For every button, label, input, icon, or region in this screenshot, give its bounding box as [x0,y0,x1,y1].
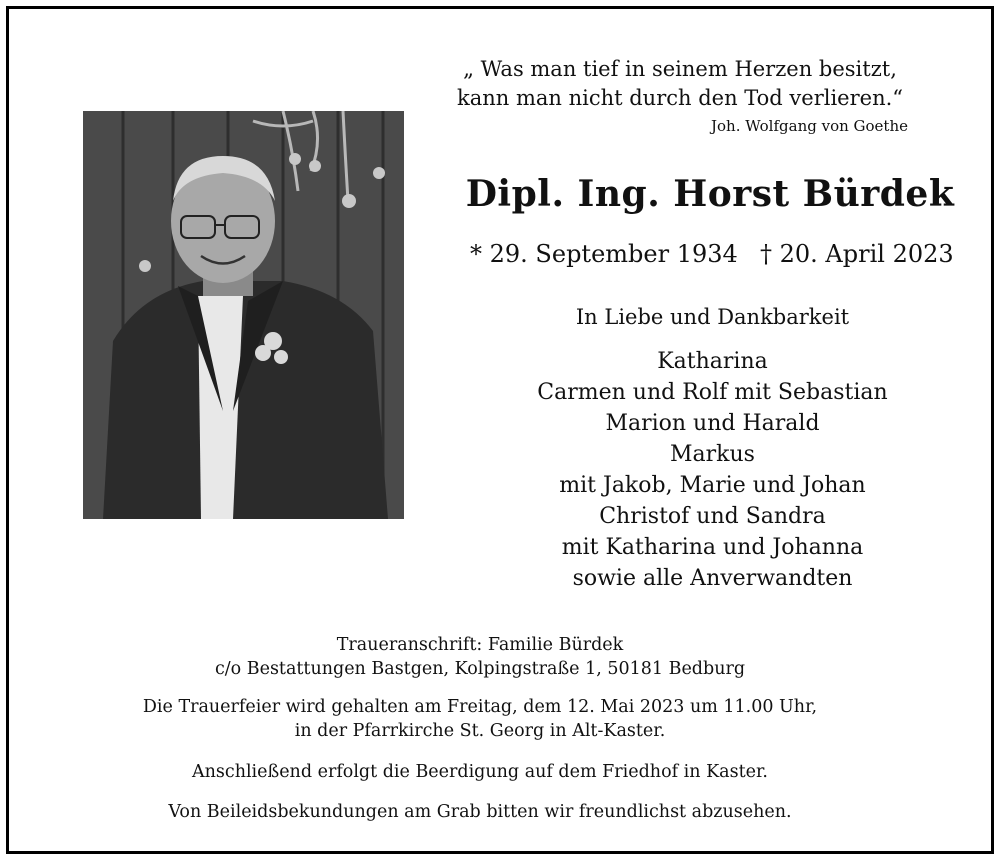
burial-info: Anschließend erfolgt die Beerdigung auf dem Friedhof in Kaster. [192,762,768,782]
family-member: Katharina [657,349,768,374]
family-member: Marion und Harald [605,411,820,436]
quote-author: Joh. Wolfgang von Goethe [711,117,908,135]
address-line-2: c/o Bestattungen Bastgen, Kolpingstraße 1, 50181 Bedburg [214,659,746,679]
family-intro: In Liebe und Dankbarkeit [575,305,850,329]
family-member: Carmen und Rolf mit Sebastian [537,380,888,405]
family-members-list [500,346,925,594]
funeral-service-info [60,695,900,743]
birth-date: * 29. September 1934 [470,240,738,268]
service-line-1: Die Trauerfeier wird gehalten am Freitag, dem 12. Mai 2023 um 11.00 Uhr, [142,697,818,717]
quote-line-1: „ Was man tief in seinem Herzen besitzt, [463,57,897,81]
death-date: † 20. April 2023 [760,240,954,268]
portrait-photo [83,111,404,519]
family-member: mit Katharina und Johanna [561,535,864,560]
family-member: Christof und Sandra [599,504,826,529]
portrait-illustration [83,111,404,519]
family-member: sowie alle Anverwandten [572,566,853,591]
quote-block [440,55,920,113]
condolences-note: Von Beileidsbekundungen am Grab bitten wir freundlichst abzusehen. [168,802,792,822]
quote-line-2: kann man nicht durch den Tod verlieren.“ [456,86,903,110]
family-member: mit Jakob, Marie und Johan [559,473,866,498]
family-member: Markus [670,442,755,467]
deceased-name: Dipl. Ing. Horst Bürdek [465,173,955,215]
service-line-2: in der Pfarrkirche St. Georg in Alt-Kaster. [294,721,666,741]
address-line-1: Traueranschrift: Familie Bürdek [336,635,624,655]
mourning-address [60,633,900,681]
